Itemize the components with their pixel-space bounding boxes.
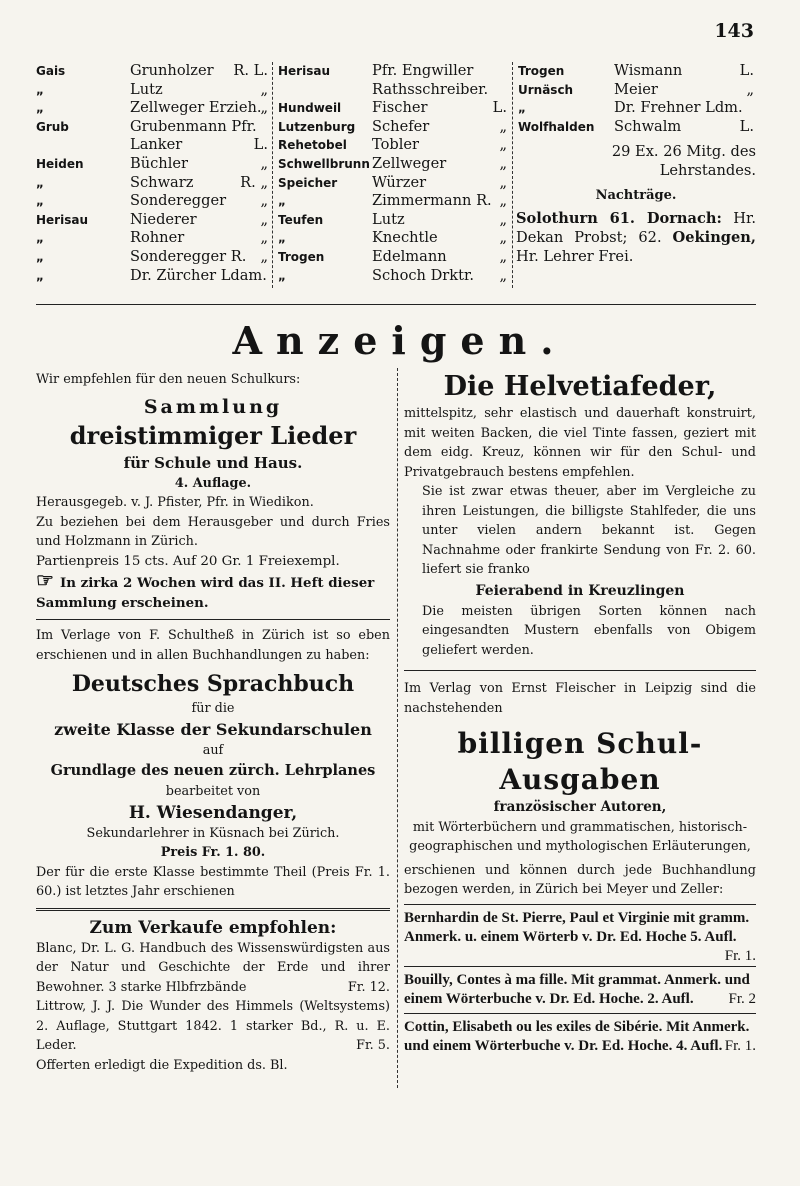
ad-text: bearbeitet von <box>165 784 261 799</box>
member-row <box>34 99 272 118</box>
member-abbr: L. <box>492 99 507 117</box>
ad-text: Sie ist zwar etwas theuer, aber im Vergleiche zu ihren Leistungen, die billigste Stahlfeder, die uns unter vielen andern bekannt ist. Gegen Nachnahme oder frankirte Sendung von Fr. 2. 60. liefert sie franko <box>422 484 756 577</box>
ad-text: mittelspitz, sehr elastisch und dauerhaft konstruirt, mit weiten Backen, die viel Tinte fassen, geziert mit dem eidg. Kreuz, können wir für den Schul- und Privatgebrauch bestens empfehlen. <box>404 406 756 480</box>
ad-heading-lieder: dreistimmiger Lieder <box>69 420 357 450</box>
member-row <box>276 81 511 100</box>
member-place: „ <box>278 268 286 283</box>
member-row <box>276 211 511 230</box>
ad-publisher: Im Verlag von Ernst Fleischer in Leipzig sind die nachstehenden <box>404 681 756 716</box>
member-name: Lanker <box>130 136 183 154</box>
member-place: Hundweil <box>278 101 342 116</box>
member-place: Heiden <box>36 156 84 171</box>
ad-heading-sprachbuch: Deutsches Sprachbuch <box>71 671 355 697</box>
member-row <box>34 81 272 100</box>
ads-left-column <box>36 370 390 1075</box>
member-name: Zellweger Erzieh. <box>130 99 262 117</box>
member-abbr: „ <box>260 192 268 210</box>
member-place: Lutzenburg <box>278 119 356 134</box>
member-name: Schwalm <box>614 117 682 135</box>
member-abbr: R. L. <box>233 62 268 79</box>
ad-subheading: französischer Autoren, <box>493 799 667 815</box>
member-abbr: R. „ <box>240 173 268 191</box>
member-name: Dr. Zürcher Ldam. <box>130 266 267 284</box>
member-place: Trogen <box>518 64 565 78</box>
ad-heading-verkauf: Zum Verkaufe empfohlen: <box>89 917 337 938</box>
member-row <box>34 229 272 248</box>
ad-separator <box>404 966 756 967</box>
member-row <box>276 62 511 81</box>
ad-separator <box>404 670 756 671</box>
member-row <box>34 211 272 230</box>
member-row <box>276 174 511 193</box>
member-place: „ <box>36 231 44 246</box>
member-row <box>34 192 272 211</box>
ad-text: auf <box>202 742 224 758</box>
member-name: Tobler <box>372 136 420 154</box>
member-row <box>276 99 511 118</box>
member-place: „ <box>518 101 526 116</box>
member-abbr: „ <box>260 154 268 172</box>
member-place: „ <box>36 82 44 97</box>
member-row <box>276 155 511 174</box>
member-place: Trogen <box>278 249 325 264</box>
member-place: Schwellbrunn <box>278 156 370 171</box>
member-place: Speicher <box>278 175 338 190</box>
ad-price: Partienpreis 15 cts. Auf 20 Gr. 1 Freiexempl. <box>36 553 340 569</box>
member-abbr: „ <box>499 192 507 210</box>
member-abbr: „ <box>746 80 754 98</box>
member-name: Grubenmann Pfr. <box>130 117 257 135</box>
member-name: Zimmermann R. <box>372 192 492 210</box>
member-place: „ <box>36 175 44 190</box>
member-name: Sonderegger <box>130 192 227 210</box>
ads-right-column <box>404 370 756 1056</box>
member-abbr: „ <box>499 210 507 228</box>
member-name: Sonderegger R. <box>130 247 247 265</box>
member-row <box>516 81 756 100</box>
column-divider <box>512 62 513 288</box>
member-abbr: „ <box>499 117 507 135</box>
member-abbr: „ <box>260 80 268 98</box>
member-abbr: L. <box>739 62 754 79</box>
ad-notice: ☞ In zirka 2 Wochen wird das II. Heft dieser Sammlung erscheinen. <box>36 568 375 611</box>
member-column-1 <box>34 62 272 285</box>
member-name: Lutz <box>372 210 405 228</box>
ad-text: Die meisten übrigen Sorten können nach eingesandten Mustern ebenfalls von Obigem geliefert werden. <box>422 603 756 658</box>
member-row <box>34 248 272 267</box>
ad-separator <box>36 908 390 911</box>
ad-edition: 4. Auflage. <box>174 475 252 491</box>
ad-separator <box>404 904 756 905</box>
member-place: Grub <box>36 119 69 134</box>
ad-heading-grundlage: Grundlage des neuen zürch. Lehrplanes <box>50 762 376 779</box>
member-row <box>276 136 511 155</box>
member-row <box>276 229 511 248</box>
addenda-text: Solothurn 61. Dornach: Hr. Dekan Probst; 62. Oekingen, Hr. Lehrer Frei. <box>516 210 756 266</box>
book-entry: Bernhardin de St. Pierre, Paul et Virginie mit gramm. Anmerk. u. einem Wörterb v. Dr. Ed. Hoche 5. Aufl. Fr. 1. <box>404 909 756 964</box>
ad-item: Littrow, J. J. Die Wunder des Himmels (Weltsystems) 2. Auflage, Stuttgart 1842. 1 starker Bd., R. u. E. Leder. Fr. 5. <box>36 999 390 1053</box>
member-name: Schefer <box>372 117 430 135</box>
member-row <box>34 118 272 137</box>
member-abbr: „ <box>260 229 268 247</box>
member-abbr: „ <box>499 266 507 284</box>
member-name: Zellweger <box>372 154 447 172</box>
member-name: Niederer <box>130 210 197 228</box>
member-place: Teufen <box>278 212 324 227</box>
member-place: Urnäsch <box>518 82 574 97</box>
ad-text: erschienen und können durch jede Buchhandlung bezogen werden, in Zürich bei Meyer und Zeller: <box>404 862 756 897</box>
member-row <box>276 118 511 137</box>
member-name: Dr. Frehner Ldm. <box>614 99 743 117</box>
member-place: „ <box>36 194 44 209</box>
ad-price: Preis Fr. 1. 80. <box>160 845 266 860</box>
member-abbr: „ <box>260 247 268 265</box>
ad-heading-klasse: zweite Klasse der Sekundarschulen <box>54 719 372 739</box>
member-row <box>276 192 511 211</box>
ad-publisher: Im Verlage von F. Schultheß in Zürich ist so eben erschienen und in allen Buchhandlungen zu haben: <box>36 628 390 663</box>
column-divider <box>272 62 273 288</box>
ad-item: Blanc, Dr. L. G. Handbuch des Wissenswürdigsten aus der Natur und Geschichte der Erde und ihrer Bewohner. 3 starke Hlbfrzbände Fr. 12. <box>36 940 390 995</box>
member-name: Edelmann <box>372 247 447 265</box>
ad-seller: Feierabend in Kreuzlingen <box>475 582 685 599</box>
ad-heading-schulausgaben: billigen Schul-Ausgaben <box>457 727 703 796</box>
member-row <box>276 267 511 286</box>
section-rule <box>36 304 756 305</box>
member-row <box>34 136 272 155</box>
member-name: Grunholzer <box>130 62 214 79</box>
ad-text: für die <box>191 701 235 716</box>
member-abbr: „ <box>260 210 268 228</box>
member-name: Rathsschreiber. <box>372 80 489 98</box>
member-place: „ <box>36 249 44 264</box>
member-abbr: „ <box>499 229 507 247</box>
book-entry: Cottin, Elisabeth ou les exiles de Sibérie. Mit Anmerk. und einem Wörterbuche v. Dr. Ed. Hoche. 4. Aufl. Fr. 1. <box>404 1018 756 1054</box>
book-entry: Bouilly, Contes à ma fille. Mit grammat. Anmerk. und einem Wörterbuche v. Dr. Ed. Hoche. 2. Aufl. Fr. 2 <box>404 971 756 1007</box>
member-abbr: „ <box>499 173 507 191</box>
member-abbr: „ <box>499 136 507 154</box>
ad-author-title: Sekundarlehrer in Küsnach bei Zürich. <box>86 825 340 841</box>
member-name: Lutz <box>130 80 163 98</box>
member-row <box>276 248 511 267</box>
member-place: „ <box>278 231 286 246</box>
member-list <box>34 62 756 292</box>
member-name: Knechtle <box>372 229 438 247</box>
member-place: Herisau <box>36 212 88 227</box>
member-row <box>516 118 756 137</box>
member-row <box>34 267 272 286</box>
ad-availability: Zu beziehen bei dem Herausgeber und durch Fries und Holzmann in Zürich. <box>36 514 390 549</box>
ad-heading-helvetiafeder: Die Helvetiafeder, <box>443 371 717 402</box>
ad-editor: Herausgegeb. v. J. Pfister, Pfr. in Wiedikon. <box>36 495 314 510</box>
ad-note: Der für die erste Klasse bestimmte Theil (Preis Fr. 1. 60.) ist letztes Jahr erschienen <box>36 864 390 899</box>
ads-divider <box>397 368 398 1088</box>
member-abbr: L. <box>739 117 754 135</box>
member-row <box>34 155 272 174</box>
member-name: Fischer <box>372 99 428 117</box>
ad-intro: Wir empfehlen für den neuen Schulkurs: <box>36 372 301 387</box>
member-name: Wismann <box>614 62 683 79</box>
ad-author: H. Wiesendanger, <box>128 802 298 823</box>
nachtraege-heading: Nachträge. <box>595 188 677 204</box>
member-place: Herisau <box>278 64 330 78</box>
member-abbr: L. <box>253 136 268 154</box>
member-place: „ <box>36 101 44 116</box>
member-abbr: „ <box>499 154 507 172</box>
ad-separator <box>404 1013 756 1014</box>
member-row <box>34 62 272 81</box>
member-row <box>516 62 756 81</box>
ad-heading-sammlung: Sammlung <box>143 395 283 418</box>
member-name: Schoch Drktr. <box>372 266 474 284</box>
ad-subheading: für Schule und Haus. <box>123 453 303 472</box>
summary-text: 29 Ex. 26 Mitg. des Lehrstandes. <box>611 143 756 180</box>
page-number: 143 <box>714 20 754 42</box>
ad-text: mit Wörterbüchern und grammatischen, historisch-geographischen und mythologischen Erläuterungen, <box>409 819 751 854</box>
member-place: Gais <box>36 64 66 78</box>
member-name: Meier <box>614 80 658 98</box>
member-column-2 <box>276 62 511 285</box>
member-name: Rohner <box>130 229 185 247</box>
page-title: Anzeigen. <box>232 318 568 363</box>
member-place: Wolfhalden <box>518 119 595 134</box>
member-name: Büchler <box>130 154 188 172</box>
member-place: „ <box>278 194 286 209</box>
member-place: Rehetobel <box>278 138 347 153</box>
member-place: „ <box>36 268 44 283</box>
member-name: Schwarz <box>130 173 194 191</box>
member-name: Pfr. Engwiller <box>372 62 474 79</box>
member-column-3 <box>516 62 756 266</box>
pointing-hand-icon: ☞ <box>36 568 54 592</box>
member-abbr: „ <box>499 247 507 265</box>
ad-footer: Offerten erledigt die Expedition ds. Bl. <box>36 1057 288 1073</box>
member-row <box>516 99 756 118</box>
member-row <box>34 174 272 193</box>
member-abbr: „ <box>260 99 268 117</box>
member-name: Würzer <box>372 173 427 191</box>
ad-separator <box>36 619 390 620</box>
